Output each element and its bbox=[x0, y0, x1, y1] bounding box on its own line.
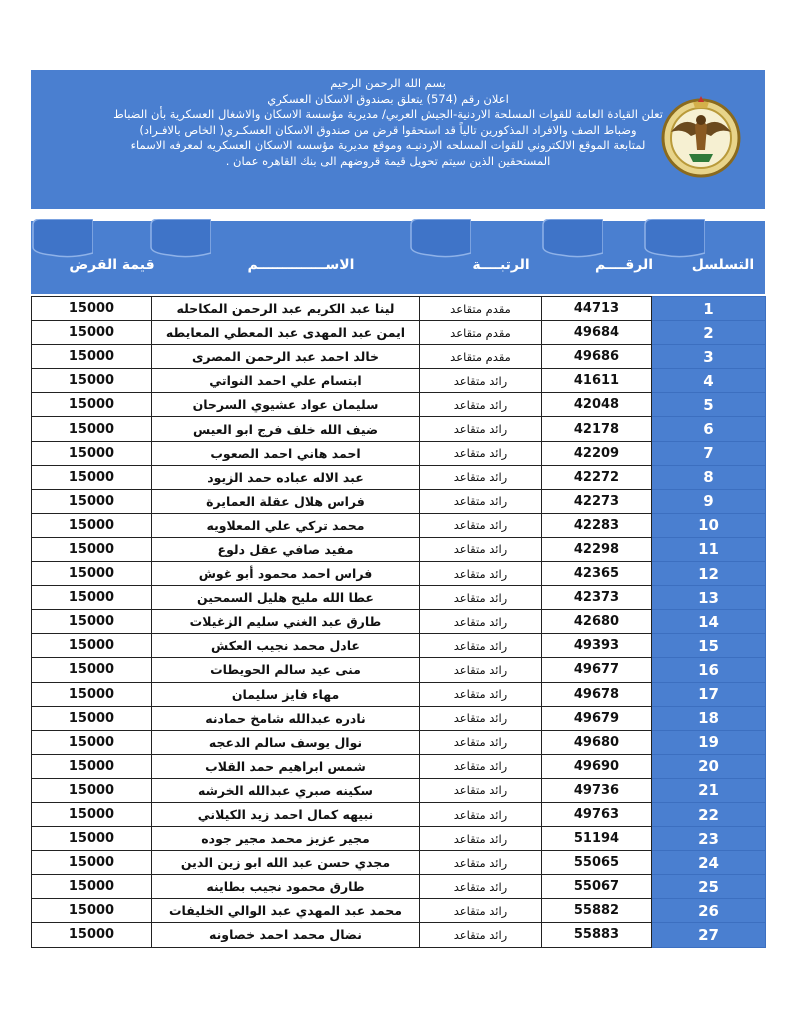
name-cell: منى عيد سالم الحويطات bbox=[152, 658, 420, 682]
sequence-cell: 1 bbox=[652, 297, 766, 321]
table-row bbox=[32, 562, 766, 586]
table-row bbox=[32, 537, 766, 561]
name-cell: ايمن عبد المهدى عبد المعطي المعايطه bbox=[152, 321, 420, 345]
table-row bbox=[32, 899, 766, 923]
amount-cell: 15000 bbox=[32, 730, 152, 754]
table-row bbox=[32, 875, 766, 899]
number-cell: 55065 bbox=[542, 851, 652, 875]
header-number: الرقــــم bbox=[594, 257, 654, 273]
amount-cell: 15000 bbox=[32, 875, 152, 899]
table-row bbox=[32, 586, 766, 610]
name-cell: فراس احمد محمود أبو غوش bbox=[152, 562, 420, 586]
rank-cell: رائد متقاعد bbox=[420, 802, 542, 826]
name-cell: عطا الله مليح هليل السمحين bbox=[152, 586, 420, 610]
table-row bbox=[32, 634, 766, 658]
name-cell: محمد تركي علي المعلاويه bbox=[152, 513, 420, 537]
number-cell: 41611 bbox=[542, 369, 652, 393]
header-tab-decoration bbox=[149, 219, 211, 259]
table-row bbox=[32, 513, 766, 537]
amount-cell: 15000 bbox=[32, 513, 152, 537]
table-row bbox=[32, 441, 766, 465]
number-cell: 42273 bbox=[542, 489, 652, 513]
number-cell: 49736 bbox=[542, 778, 652, 802]
amount-cell: 15000 bbox=[32, 537, 152, 561]
table-row bbox=[32, 610, 766, 634]
amount-cell: 15000 bbox=[32, 658, 152, 682]
table-row bbox=[32, 754, 766, 778]
rank-cell: مقدم متقاعد bbox=[420, 321, 542, 345]
number-cell: 42373 bbox=[542, 586, 652, 610]
rank-cell: رائد متقاعد bbox=[420, 393, 542, 417]
sequence-cell: 23 bbox=[652, 827, 766, 851]
name-cell: مهاء فايز سليمان bbox=[152, 682, 420, 706]
amount-cell: 15000 bbox=[32, 441, 152, 465]
rank-cell: رائد متقاعد bbox=[420, 875, 542, 899]
amount-cell: 15000 bbox=[32, 827, 152, 851]
sequence-cell: 3 bbox=[652, 345, 766, 369]
sequence-cell: 15 bbox=[652, 634, 766, 658]
number-cell: 42680 bbox=[542, 610, 652, 634]
header-tab-decoration bbox=[643, 219, 705, 259]
announcement-body-line: المستحقين الذين سيتم تحويل قيمة قروضهم الى بنك القاهره عمان . bbox=[225, 153, 551, 168]
loan-table bbox=[31, 296, 766, 948]
name-cell: ضيف الله خلف فرج ابو العيس bbox=[152, 417, 420, 441]
rank-cell: رائد متقاعد bbox=[420, 441, 542, 465]
name-cell: فراس هلال عقلة العمايرة bbox=[152, 489, 420, 513]
rank-cell: رائد متقاعد bbox=[420, 682, 542, 706]
name-cell: لينا عبد الكريم عبد الرحمن المكاحله bbox=[152, 297, 420, 321]
rank-cell: رائد متقاعد bbox=[420, 658, 542, 682]
amount-cell: 15000 bbox=[32, 610, 152, 634]
name-cell: ابتسام علي احمد النواتي bbox=[152, 369, 420, 393]
table-row bbox=[32, 489, 766, 513]
number-cell: 49680 bbox=[542, 730, 652, 754]
number-cell: 55883 bbox=[542, 923, 652, 947]
name-cell: مجدي حسن عبد الله ابو زين الدين bbox=[152, 851, 420, 875]
number-cell: 49684 bbox=[542, 321, 652, 345]
amount-cell: 15000 bbox=[32, 417, 152, 441]
table-row bbox=[32, 658, 766, 682]
amount-cell: 15000 bbox=[32, 802, 152, 826]
name-cell: سليمان عواد عشيوي السرحان bbox=[152, 393, 420, 417]
header-tab-decoration bbox=[409, 219, 471, 259]
table-row bbox=[32, 321, 766, 345]
table-row bbox=[32, 730, 766, 754]
amount-cell: 15000 bbox=[32, 562, 152, 586]
header-amount: قيمة القرض bbox=[69, 257, 155, 273]
rank-cell: مقدم متقاعد bbox=[420, 297, 542, 321]
rank-cell: رائد متقاعد bbox=[420, 562, 542, 586]
announcement-body-line: وضباط الصف والافراد المذكورين تالياً قد استحقوا قرض من صندوق الاسكان العسكـري( الخاص بالافـراد) bbox=[139, 122, 637, 137]
number-cell: 55067 bbox=[542, 875, 652, 899]
number-cell: 42272 bbox=[542, 465, 652, 489]
name-cell: سكينه صبري عبدالله الخرشه bbox=[152, 778, 420, 802]
table-row bbox=[32, 923, 766, 947]
rank-cell: رائد متقاعد bbox=[420, 610, 542, 634]
name-cell: نبيهه كمال احمد زيد الكيلاني bbox=[152, 802, 420, 826]
rank-cell: رائد متقاعد bbox=[420, 465, 542, 489]
number-cell: 42365 bbox=[542, 562, 652, 586]
sequence-cell: 9 bbox=[652, 489, 766, 513]
rank-cell: مقدم متقاعد bbox=[420, 345, 542, 369]
header-name: الاســــــــــــــم bbox=[247, 257, 355, 273]
name-cell: عادل محمد نجيب العكش bbox=[152, 634, 420, 658]
number-cell: 55882 bbox=[542, 899, 652, 923]
sequence-cell: 7 bbox=[652, 441, 766, 465]
sequence-cell: 25 bbox=[652, 875, 766, 899]
rank-cell: رائد متقاعد bbox=[420, 778, 542, 802]
table-row bbox=[32, 393, 766, 417]
number-cell: 49686 bbox=[542, 345, 652, 369]
number-cell: 49677 bbox=[542, 658, 652, 682]
rank-cell: رائد متقاعد bbox=[420, 899, 542, 923]
rank-cell: رائد متقاعد bbox=[420, 417, 542, 441]
amount-cell: 15000 bbox=[32, 754, 152, 778]
basmala-line: بسم الله الرحمن الرحيم bbox=[330, 76, 446, 90]
sequence-cell: 11 bbox=[652, 537, 766, 561]
announcement-body-line: تعلن القيادة العامة للقوات المسلحة الاردنية-الجيش العربي/ مديرية مؤسسة الاسكان والاشغال العسكرية بأن الضباط bbox=[113, 107, 663, 121]
table-row bbox=[32, 778, 766, 802]
number-cell: 49678 bbox=[542, 682, 652, 706]
amount-cell: 15000 bbox=[32, 899, 152, 923]
amount-cell: 15000 bbox=[32, 706, 152, 730]
sequence-cell: 8 bbox=[652, 465, 766, 489]
sequence-cell: 5 bbox=[652, 393, 766, 417]
table-row bbox=[32, 802, 766, 826]
amount-cell: 15000 bbox=[32, 321, 152, 345]
rank-cell: رائد متقاعد bbox=[420, 706, 542, 730]
rank-cell: رائد متقاعد bbox=[420, 923, 542, 947]
amount-cell: 15000 bbox=[32, 393, 152, 417]
sequence-cell: 13 bbox=[652, 586, 766, 610]
table-row bbox=[32, 297, 766, 321]
number-cell: 42298 bbox=[542, 537, 652, 561]
name-cell: طارق محمود نجيب بطاينه bbox=[152, 875, 420, 899]
sequence-cell: 14 bbox=[652, 610, 766, 634]
table-row bbox=[32, 682, 766, 706]
table-row bbox=[32, 369, 766, 393]
table-row bbox=[32, 417, 766, 441]
header-rank: الرتبــــة bbox=[472, 257, 530, 273]
number-cell: 42209 bbox=[542, 441, 652, 465]
sequence-cell: 4 bbox=[652, 369, 766, 393]
amount-cell: 15000 bbox=[32, 369, 152, 393]
name-cell: مجير عزيز محمد مجير جوده bbox=[152, 827, 420, 851]
sequence-cell: 12 bbox=[652, 562, 766, 586]
announcement-banner bbox=[31, 70, 765, 209]
header-tab-decoration bbox=[31, 219, 93, 259]
number-cell: 49690 bbox=[542, 754, 652, 778]
jordan-armed-forces-emblem bbox=[659, 92, 743, 182]
sequence-cell: 21 bbox=[652, 778, 766, 802]
amount-cell: 15000 bbox=[32, 297, 152, 321]
name-cell: محمد عبد المهدي عبد الوالي الخليفات bbox=[152, 899, 420, 923]
number-cell: 49763 bbox=[542, 802, 652, 826]
rank-cell: رائد متقاعد bbox=[420, 754, 542, 778]
rank-cell: رائد متقاعد bbox=[420, 730, 542, 754]
rank-cell: رائد متقاعد bbox=[420, 369, 542, 393]
sequence-cell: 2 bbox=[652, 321, 766, 345]
amount-cell: 15000 bbox=[32, 586, 152, 610]
number-cell: 42283 bbox=[542, 513, 652, 537]
rank-cell: رائد متقاعد bbox=[420, 537, 542, 561]
name-cell: طارق عبد الغني سليم الزغيلات bbox=[152, 610, 420, 634]
amount-cell: 15000 bbox=[32, 682, 152, 706]
amount-cell: 15000 bbox=[32, 778, 152, 802]
number-cell: 44713 bbox=[542, 297, 652, 321]
number-cell: 51194 bbox=[542, 827, 652, 851]
amount-cell: 15000 bbox=[32, 634, 152, 658]
sequence-cell: 24 bbox=[652, 851, 766, 875]
name-cell: شمس ابراهيم حمد القلاب bbox=[152, 754, 420, 778]
table-row bbox=[32, 706, 766, 730]
sequence-cell: 16 bbox=[652, 658, 766, 682]
sequence-cell: 19 bbox=[652, 730, 766, 754]
loan-table-body bbox=[32, 297, 766, 948]
rank-cell: رائد متقاعد bbox=[420, 586, 542, 610]
rank-cell: رائد متقاعد bbox=[420, 634, 542, 658]
sequence-cell: 6 bbox=[652, 417, 766, 441]
rank-cell: رائد متقاعد bbox=[420, 489, 542, 513]
name-cell: نادره عبدالله شامخ حمادنه bbox=[152, 706, 420, 730]
number-cell: 49679 bbox=[542, 706, 652, 730]
announcement-text bbox=[83, 76, 693, 169]
amount-cell: 15000 bbox=[32, 923, 152, 947]
sequence-cell: 18 bbox=[652, 706, 766, 730]
amount-cell: 15000 bbox=[32, 465, 152, 489]
sequence-cell: 22 bbox=[652, 802, 766, 826]
announcement-number-line: اعلان رقم (574) يتعلق بصندوق الاسكان العسكري bbox=[267, 91, 509, 106]
header-sequence: التسلسل bbox=[691, 257, 755, 273]
table-row bbox=[32, 345, 766, 369]
table-header bbox=[31, 221, 765, 294]
name-cell: عبد الاله عباده حمد الزيود bbox=[152, 465, 420, 489]
announcement-body-line: لمتابعة الموقع الالكتروني للقوات المسلحه الاردنيـه وموقع مديرية مؤسسه الاسكان العسكريه لمعرفه الاسماء bbox=[130, 138, 646, 152]
name-cell: نضال محمد احمد خصاونه bbox=[152, 923, 420, 947]
sequence-cell: 10 bbox=[652, 513, 766, 537]
amount-cell: 15000 bbox=[32, 851, 152, 875]
name-cell: خالد احمد عبد الرحمن المصرى bbox=[152, 345, 420, 369]
number-cell: 42048 bbox=[542, 393, 652, 417]
name-cell: نوال يوسف سالم الدعجه bbox=[152, 730, 420, 754]
rank-cell: رائد متقاعد bbox=[420, 851, 542, 875]
rank-cell: رائد متقاعد bbox=[420, 827, 542, 851]
amount-cell: 15000 bbox=[32, 345, 152, 369]
table-row bbox=[32, 465, 766, 489]
number-cell: 42178 bbox=[542, 417, 652, 441]
sequence-cell: 27 bbox=[652, 923, 766, 947]
name-cell: احمد هاني احمد الصعوب bbox=[152, 441, 420, 465]
sequence-cell: 20 bbox=[652, 754, 766, 778]
table-row bbox=[32, 851, 766, 875]
amount-cell: 15000 bbox=[32, 489, 152, 513]
table-row bbox=[32, 827, 766, 851]
name-cell: مفيد صافي عقل دلوع bbox=[152, 537, 420, 561]
number-cell: 49393 bbox=[542, 634, 652, 658]
rank-cell: رائد متقاعد bbox=[420, 513, 542, 537]
header-tab-decoration bbox=[541, 219, 603, 259]
sequence-cell: 17 bbox=[652, 682, 766, 706]
sequence-cell: 26 bbox=[652, 899, 766, 923]
